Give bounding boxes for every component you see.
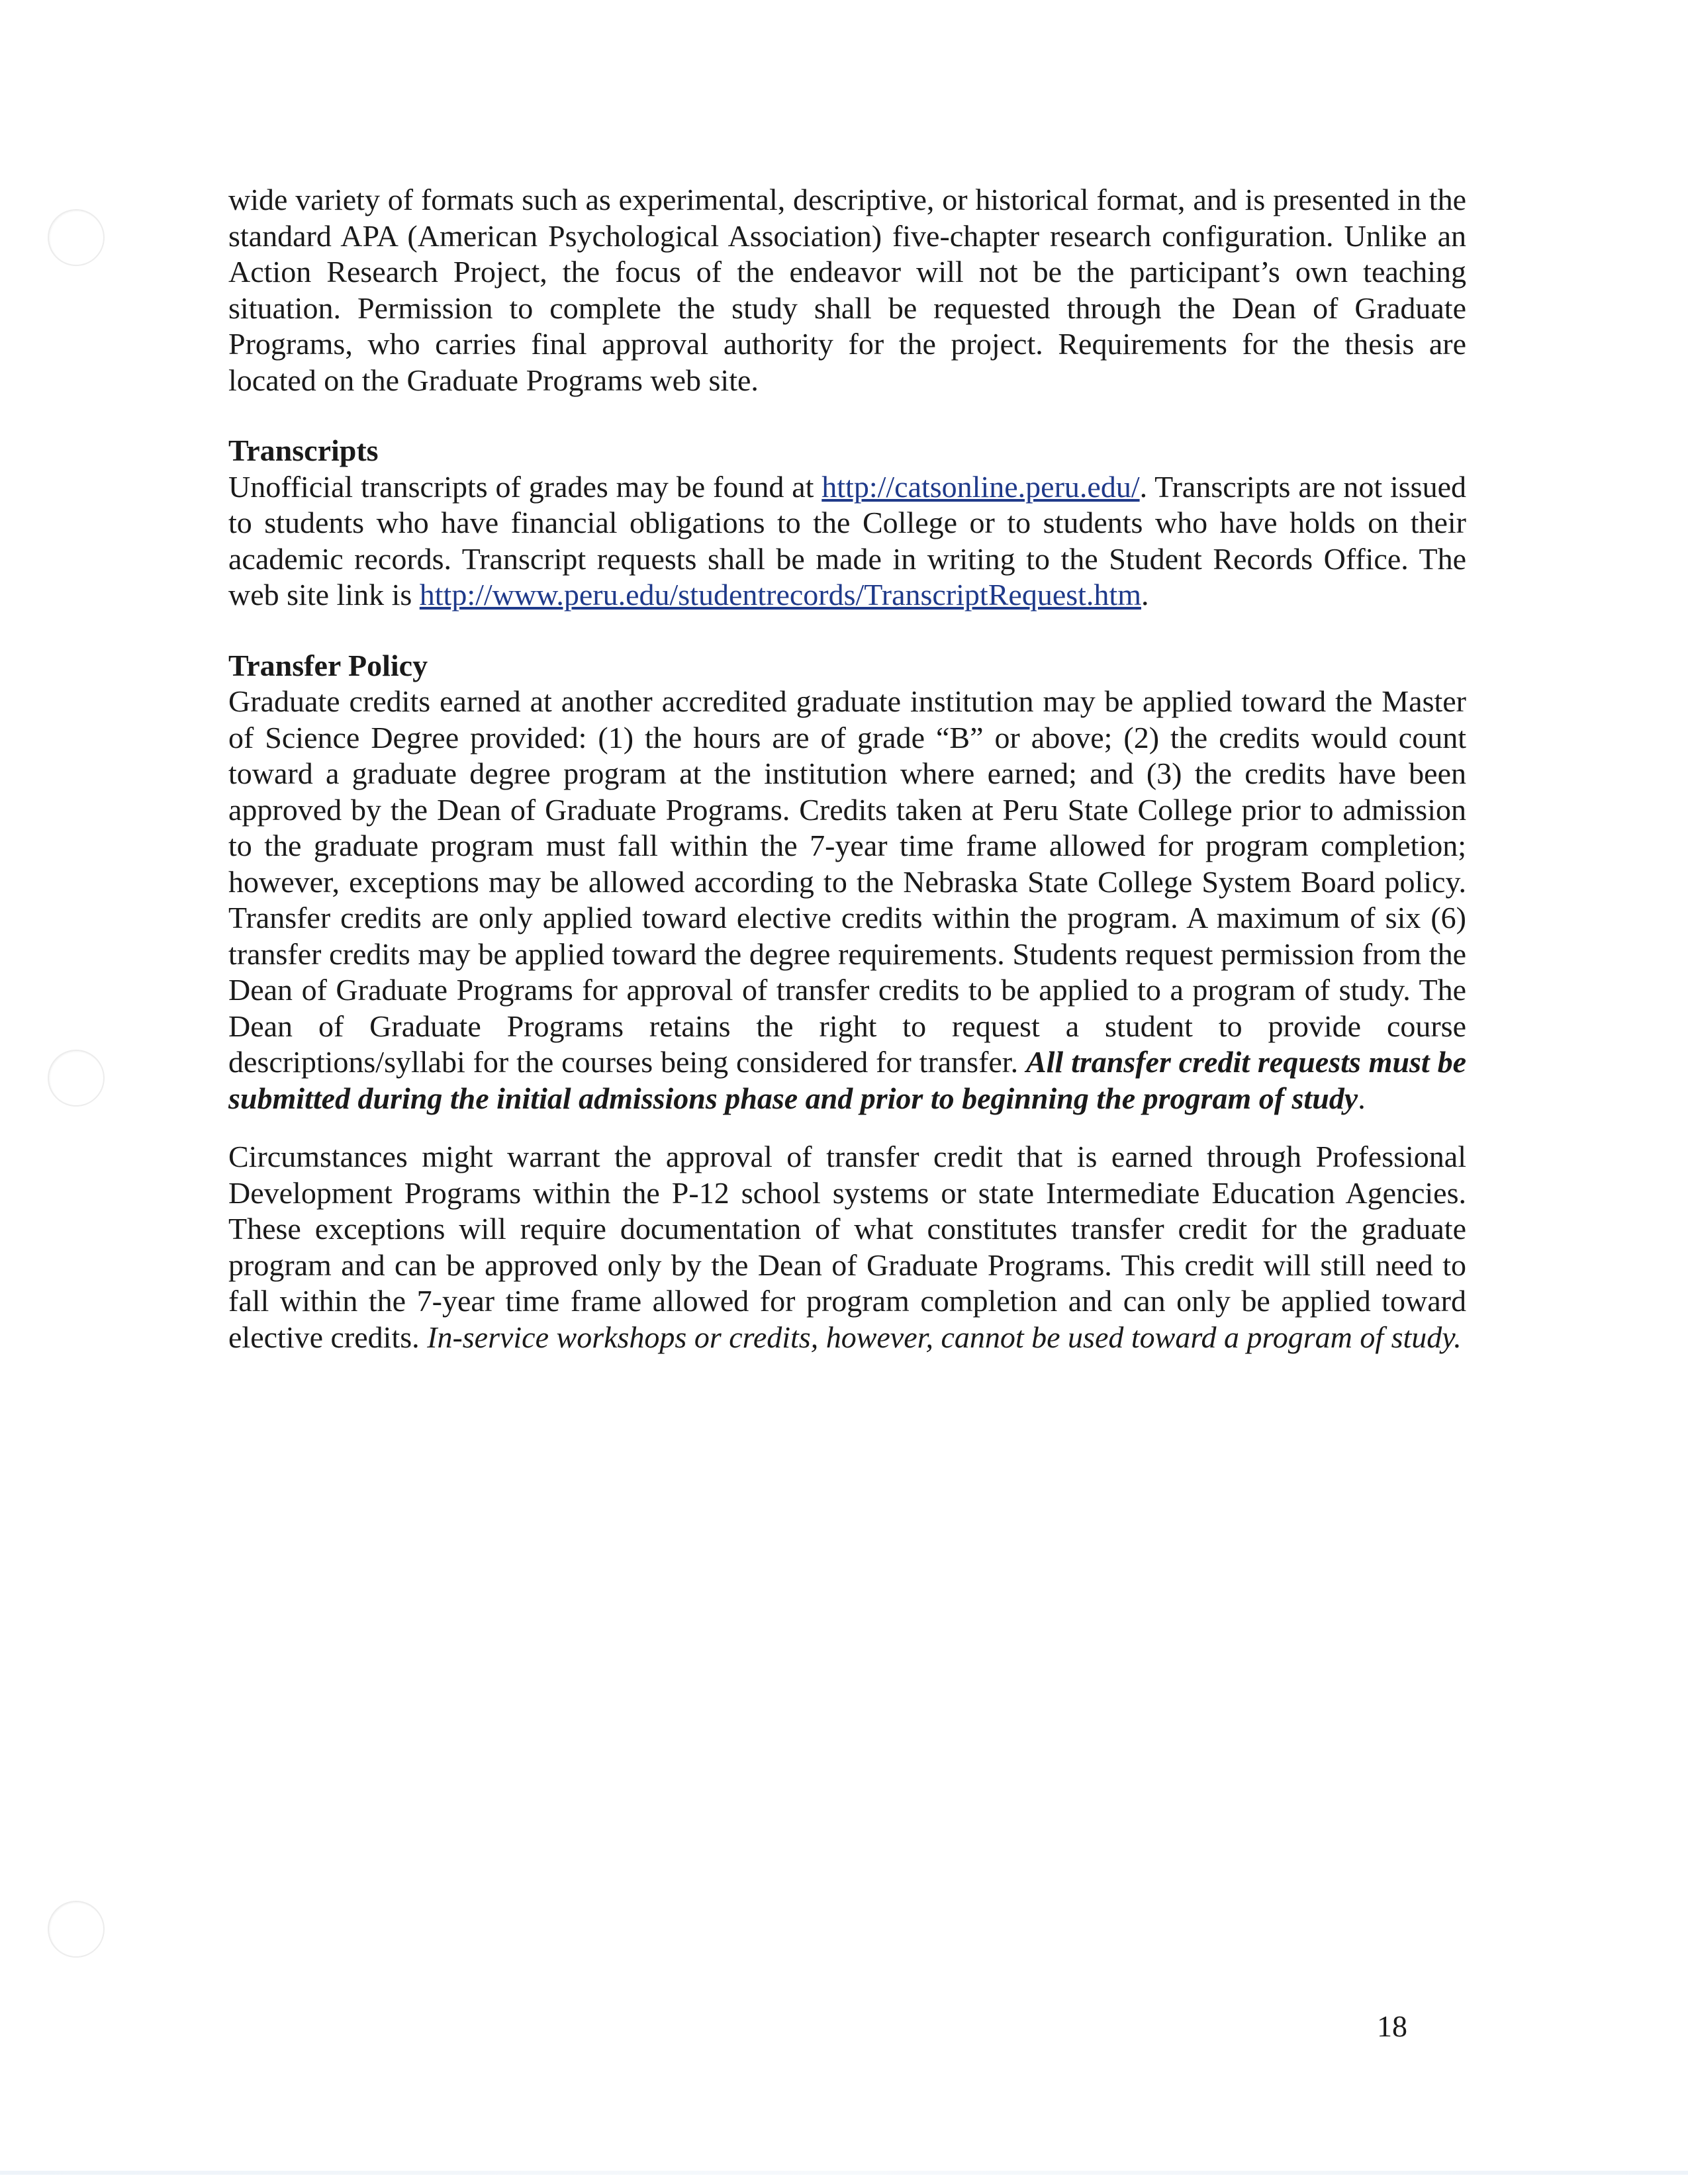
circumstances-italic: In-service workshops or credits, however, cannot be used toward a program of study. [427, 1320, 1462, 1354]
transfer-policy-text: Graduate credits earned at another accredited graduate institution may be applied toward the Master of Science Degree provided: (1) the hours are of grade “B” or above; (2) the credits would count toward a graduate degree program at the institution where earned; and (3) the credits have been approved by the Dean of Graduate Programs. Credits taken at Peru State College prior to admission to the graduate program must fall within the 7-year time frame allowed for program completion; however, exceptions may be allowed according to the Nebraska State College System Board policy. Transfer credits are only applied toward elective credits within the program. A maximum of six (6) transfer credits may be applied toward the degree requirements. Students request permission from the Dean of Graduate Programs for approval of transfer credits to be applied to a program of study. The Dean of Graduate Programs retains the right to request a student to provide course descriptions/syllabi for the courses being considered for transfer. [228, 684, 1466, 1079]
transcripts-text-1: Unofficial transcripts of grades may be found at [228, 469, 822, 504]
circumstances-paragraph [228, 1139, 1466, 1355]
page-number: 18 [1377, 2009, 1407, 2043]
transfer-policy-end: . [1358, 1081, 1366, 1115]
transcripts-paragraph [228, 469, 1466, 614]
binder-hole-bottom [48, 1901, 105, 1958]
document-body [228, 182, 1466, 1355]
transcripts-text-3: . [1141, 578, 1149, 612]
transcripts-text-2: . Transcripts are not issued to students who have financial obligations to the College or to students who have holds on their academic records. Transcript requests shall be made in writing to the Student Records Office. The web site link is [228, 469, 1466, 612]
circumstances-text: Circumstances might warrant the approval of transfer credit that is earned through Professional Development Programs within the P-12 school systems or state Intermediate Education Agencies. These exceptions will require documentation of what constitutes transfer credit for the graduate program and can be approved only by the Dean of Graduate Programs. This credit will still need to fall within the 7-year time frame allowed for program completion and can only be applied toward elective credits. [228, 1140, 1466, 1354]
intro-paragraph: wide variety of formats such as experimental, descriptive, or historical format, and is presented in the standard APA (American Psychological Association) five-chapter research configuration. Unlike an Action Research Project, the focus of the endeavor will not be the participant’s own teaching situation. Permission to complete the study shall be requested through the Dean of Graduate Programs, who carries final approval authority for the project. Requirements for the thesis are located on the Graduate Programs web site. [228, 183, 1466, 397]
transfer-policy-heading: Transfer Policy [228, 648, 428, 682]
binder-hole-top [48, 209, 105, 266]
catsonline-link[interactable]: http://catsonline.peru.edu/ [821, 469, 1140, 504]
transfer-policy-emphasis: All transfer credit requests must be submitted during the initial admissions phase and prior to beginning the program of study [228, 1045, 1466, 1115]
binder-hole-middle [48, 1050, 105, 1107]
scan-bottom-edge [0, 2171, 1688, 2175]
transcript-request-link[interactable]: http://www.peru.edu/studentrecords/TranscriptRequest.htm [419, 578, 1141, 612]
transcripts-heading: Transcripts [228, 433, 379, 467]
transfer-policy-paragraph [228, 684, 1466, 1116]
